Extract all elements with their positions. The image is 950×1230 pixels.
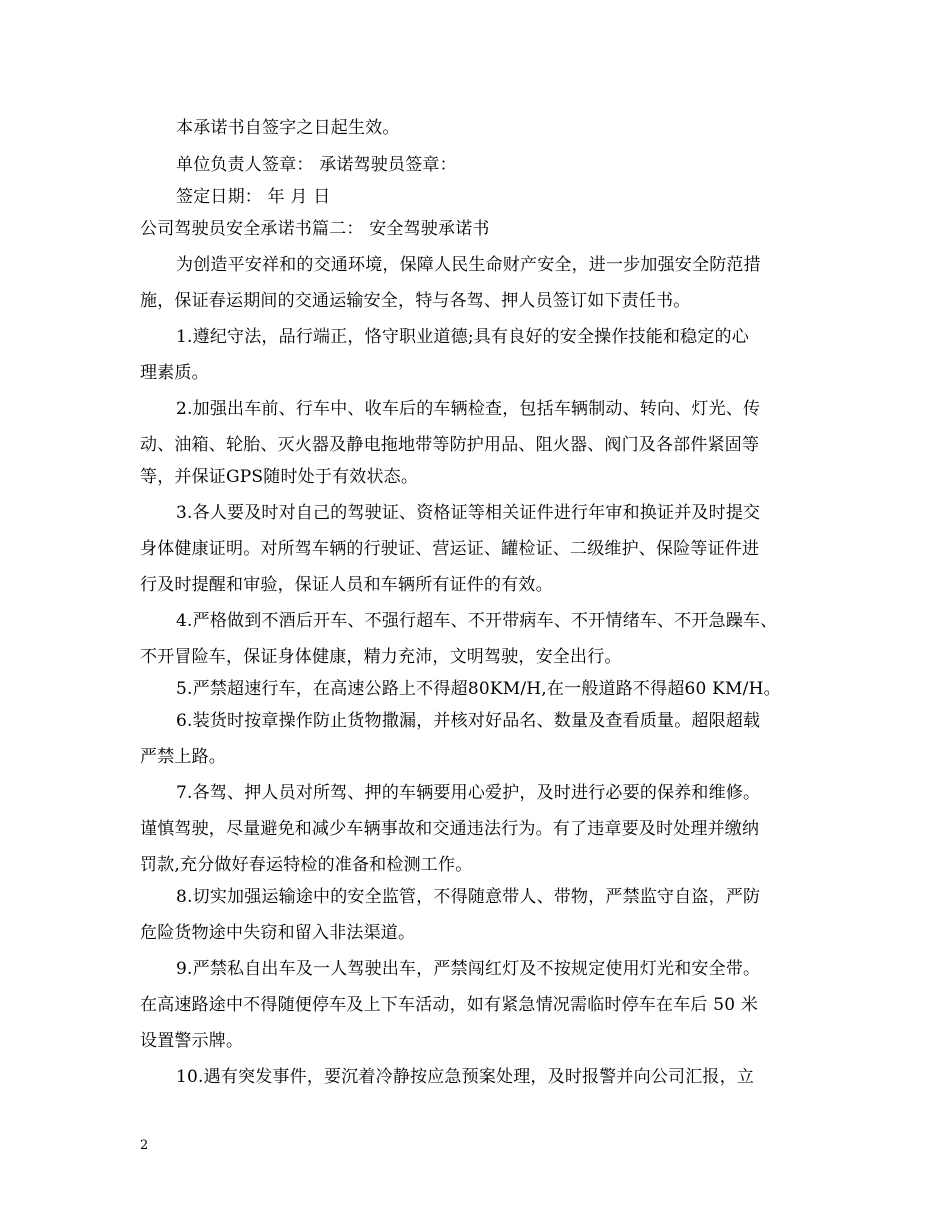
- list-item-line: 5.严禁超速行车，在高速公路上不得超80KM/H,在一般道路不得超60 KM/H。: [176, 679, 781, 699]
- list-item-line: 理素质。: [140, 363, 209, 383]
- text-line: 本承诺书自签字之日起生效。: [176, 118, 400, 138]
- list-item-line: 等，并保证GPS随时处于有效状态。: [140, 467, 419, 487]
- list-item-line: 6.装货时按章操作防止货物撒漏，并核对好品名、数量及查看质量。超限超载: [176, 711, 761, 731]
- text-line: 为创造平安祥和的交通环境，保障人民生命财产安全，进一步加强安全防范措: [176, 255, 761, 275]
- list-item-line: 严禁上路。: [140, 747, 226, 767]
- list-item-line: 8.切实加强运输途中的安全监管，不得随意带人、带物，严禁监守自盗，严防: [176, 887, 761, 907]
- list-item-line: 不开冒险车，保证身体健康，精力充沛，文明驾驶，安全出行。: [140, 647, 622, 667]
- page-number: 2: [140, 1138, 149, 1153]
- section-heading: 公司驾驶员安全承诺书篇二： 安全驾驶承诺书: [140, 219, 490, 239]
- list-item-line: 行及时提醒和审验，保证人员和车辆所有证件的有效。: [140, 575, 553, 595]
- list-item-line: 1.遵纪守法，品行端正，恪守职业道德;具有良好的安全操作技能和稳定的心: [176, 327, 749, 347]
- text-line: 签定日期： 年 月 日: [176, 187, 331, 207]
- list-item-line: 在高速路途中不得随便停车及上下车活动，如有紧急情况需临时停车在车后 50 米: [140, 995, 759, 1015]
- list-item-line: 7.各驾、押人员对所驾、押的车辆要用心爱护，及时进行必要的保养和维修。: [176, 783, 761, 803]
- list-item-line: 2.加强出车前、行车中、收车后的车辆检查，包括车辆制动、转向、灯光、传: [176, 399, 761, 419]
- list-item-line: 3.各人要及时对自己的驾驶证、资格证等相关证件进行年审和换证并及时提交: [176, 503, 761, 523]
- text-line: 单位负责人签章： 承诺驾驶员签章：: [176, 155, 457, 175]
- list-item-line: 身体健康证明。对所驾车辆的行驶证、营运证、罐检证、二级维护、保险等证件进: [140, 539, 760, 559]
- list-item-line: 谨慎驾驶，尽量避免和减少车辆事故和交通违法行为。有了违章要及时处理并缴纳: [140, 819, 760, 839]
- list-item-line: 设置警示牌。: [140, 1031, 244, 1051]
- list-item-line: 罚款,充分做好春运特检的准备和检测工作。: [140, 855, 473, 875]
- list-item-line: 9.严禁私自出车及一人驾驶出车，严禁闯红灯及不按规定使用灯光和安全带。: [176, 959, 761, 979]
- list-item-line: 4.严格做到不酒后开车、不强行超车、不开带病车、不开情绪车、不开急躁车、: [176, 611, 778, 631]
- list-item-line: 危险货物途中失窃和留入非法渠道。: [140, 923, 416, 943]
- text-line: 施，保证春运期间的交通运输安全，特与各驾、押人员签订如下责任书。: [140, 291, 691, 311]
- list-item-line: 动、油箱、轮胎、灭火器及静电拖地带等防护用品、阻火器、阀门及各部件紧固等: [140, 435, 760, 455]
- list-item-line: 10.遇有突发事件，要沉着冷静按应急预案处理，及时报警并向公司汇报，立: [176, 1067, 755, 1087]
